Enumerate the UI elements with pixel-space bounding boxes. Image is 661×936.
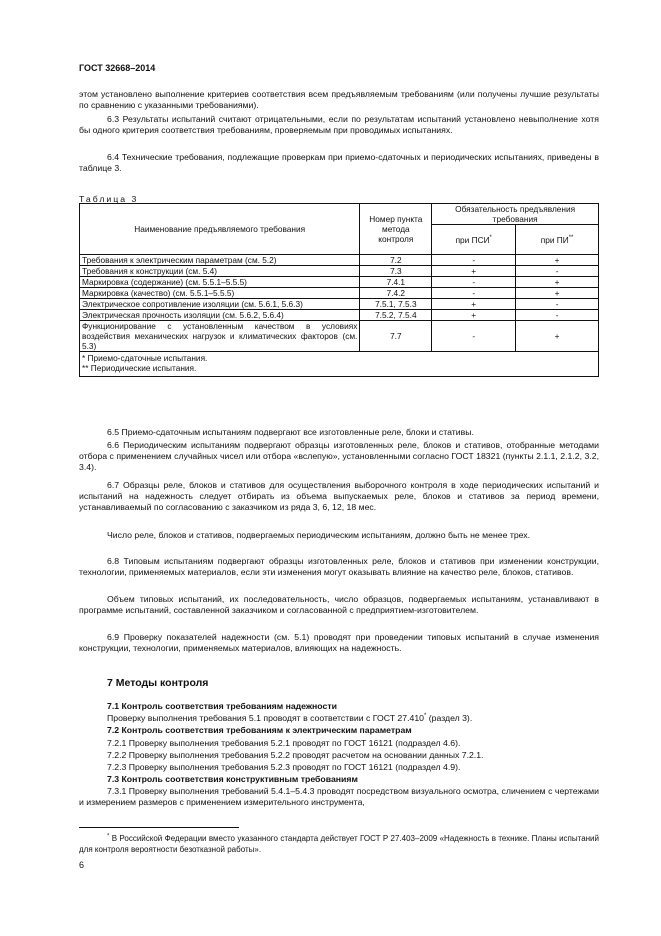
row-method: 7.3 — [360, 266, 432, 277]
row-name: Электрическая прочность изоляции (см. 5.6.2, 5.6.4) — [80, 310, 360, 321]
paragraph-7-2-2: 7.2.2 Проверку выполнения требования 5.2.2 проводят расчетом на основании данных 7.2.1. — [107, 750, 484, 760]
row-psi: + — [432, 299, 516, 310]
paragraph-6-4: 6.4 Технические требования, подлежащие проверкам при приемо-сдаточных и периодических испытаниях, приведены в таблице 3. — [79, 152, 599, 174]
row-pi: + — [516, 321, 599, 352]
paragraph-continuation: этом установлено выполнение критериев соответствия всем предъявляемым требованиям (или получены лучшие результаты по сравнению с указанными требованиями). — [79, 89, 599, 111]
row-name: Функционирование с установленным качеством в условиях воздействия механических нагрузок и климатических факторов (см. 5.3) — [80, 321, 360, 352]
table-note-pi: ** Периодические испытания. — [80, 363, 599, 377]
row-psi: - — [432, 255, 516, 266]
document-code: ГОСТ 32668–2014 — [79, 63, 156, 73]
paragraph-6-5: 6.5 Приемо-сдаточным испытаниям подвергают все изготовленные реле, блоки и стативы. — [107, 427, 474, 437]
paragraph-7-1: Проверку выполнения требования 5.1 проводят в соответствии с ГОСТ 27.410* (раздел 3). — [107, 713, 473, 723]
row-method: 7.7 — [360, 321, 432, 352]
row-method: 7.4.2 — [360, 288, 432, 299]
footnote-divider — [79, 827, 239, 828]
paragraph-6-6: 6.6 Периодическим испытаниям подвергают образцы изготовленных реле, блоков и стативов, отобранные методами отбора с применением случайных чисел или отбора «вслепую», установленными согласно ГОСТ 18321 (пункты 2.1.1, 2.1.2, 3.2, 3.4). — [79, 440, 599, 473]
table-note-row — [80, 363, 599, 377]
paragraph-7-2-1: 7.2.1 Проверку выполнения требования 5.2.1 проводят по ГОСТ 16121 (подраздел 4.6). — [107, 738, 461, 748]
table-note-row — [80, 352, 599, 364]
row-name: Маркировка (содержание) (см. 5.5.1–5.5.5) — [80, 277, 360, 288]
row-method: 7.5.1, 7.5.3 — [360, 299, 432, 310]
requirements-table — [79, 203, 599, 377]
header-pi: при ПИ** — [516, 225, 599, 255]
table-row — [80, 288, 599, 299]
row-name: Маркировка (качество) (см. 5.5.1–5.5.5) — [80, 288, 360, 299]
row-method: 7.4.1 — [360, 277, 432, 288]
row-name: Требования к электрическим параметрам (см. 5.2) — [80, 255, 360, 266]
row-psi: - — [432, 277, 516, 288]
row-psi: - — [432, 321, 516, 352]
paragraph-7-3-1: 7.3.1 Проверку выполнения требований 5.4.1–5.4.3 проводят посредством визуального осмотра, сличением с чертежами и измерением размеров с применением измерительного инструмента, — [79, 786, 599, 808]
table-row — [80, 310, 599, 321]
table-row — [80, 255, 599, 266]
table-note-psi: * Приемо-сдаточные испытания. — [80, 352, 599, 364]
subsection-7-2-heading: 7.2 Контроль соответствия требованиям к электрическим параметрам — [107, 725, 412, 735]
header-method-number: Номер пункта метода контроля — [360, 204, 432, 255]
paragraph-6-3: 6.3 Результаты испытаний считают отрицательными, если по результатам испытаний установлено невыполнение хотя бы одного критерия соответствия требованиям, проверяемым при проводимых испытаниях. — [79, 114, 599, 136]
header-obligation: Обязательность предъявления требования — [432, 204, 599, 225]
table-row — [80, 277, 599, 288]
page-number: 6 — [79, 860, 85, 870]
header-requirement-name: Наименование предъявляемого требования — [80, 204, 360, 255]
row-pi: + — [516, 277, 599, 288]
row-psi: + — [432, 266, 516, 277]
subsection-7-3-heading: 7.3 Контроль соответствия конструктивным требованиям — [107, 774, 358, 784]
paragraph-6-9: 6.9 Проверку показателей надежности (см. 5.1) проводят при проведении типовых испытаний в случае изменения конструкции, технологии, применяемых материалов, влияющих на надежность. — [79, 632, 599, 654]
paragraph-6-8-scope: Объем типовых испытаний, их последовательность, число образцов, подвергаемых испытаниям, устанавливают в программе испытаний, составленной заказчиком и согласованной с предприятием-изготовителем. — [79, 594, 599, 616]
row-pi: + — [516, 288, 599, 299]
row-psi: - — [432, 288, 516, 299]
row-name: Электрическое сопротивление изоляции (см. 5.6.1, 5.6.3) — [80, 299, 360, 310]
subsection-7-1-heading: 7.1 Контроль соответствия требованиям надежности — [107, 701, 337, 711]
paragraph-6-7-count: Число реле, блоков и стативов, подвергаемых периодическим испытаниям, должно быть не менее трех. — [107, 530, 531, 540]
table-row — [80, 321, 599, 352]
table-row — [80, 266, 599, 277]
footnote: * В Российской Федерации вместо указанного стандарта действует ГОСТ Р 27.403–2009 «Надежность в технике. Планы испытаний для контроля вероятности безотказной работы». — [79, 833, 599, 854]
header-psi: при ПСИ* — [432, 225, 516, 255]
paragraph-6-8: 6.8 Типовым испытаниям подвергают образцы изготовленных реле, блоков и стативов при изменении конструкции, технологии, применяемых материалов, если эти изменения могут оказывать влияние на качество реле, блоков, стативов. — [79, 556, 599, 578]
table-row — [80, 299, 599, 310]
row-name: Требования к конструкции (см. 5.4) — [80, 266, 360, 277]
row-pi: - — [516, 299, 599, 310]
section-7-heading: 7 Методы контроля — [107, 677, 209, 689]
paragraph-6-7: 6.7 Образцы реле, блоков и стативов для осуществления выборочного контроля в ходе периодических испытаний и испытаний на надежность следует отбирать из объема выпускаемых реле, блоков и стативов за период времени, устанавливаемый по согласованию с заказчиком из ряда 3, 6, 12, 18 мес. — [79, 480, 599, 513]
row-method: 7.5.2, 7.5.4 — [360, 310, 432, 321]
row-pi: - — [516, 266, 599, 277]
row-psi: + — [432, 310, 516, 321]
row-pi: + — [516, 255, 599, 266]
table-caption: Таблица 3 — [79, 194, 139, 204]
paragraph-7-2-3: 7.2.3 Проверку выполнения требования 5.2.3 проводят по ГОСТ 16121 (подраздел 4.9). — [107, 762, 461, 772]
row-method: 7.2 — [360, 255, 432, 266]
row-pi: - — [516, 310, 599, 321]
